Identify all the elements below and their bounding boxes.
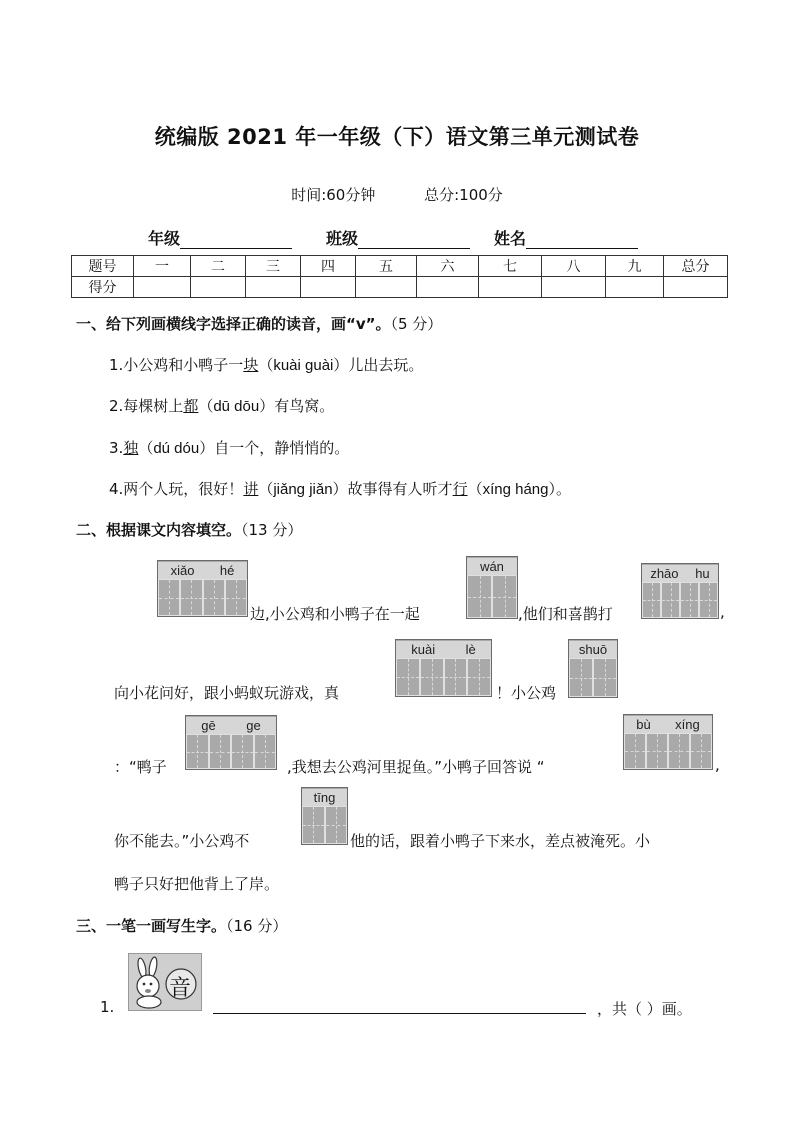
fill-text: 他的话，跟着小鸭子下来水，差点被淹死。小 <box>350 832 651 850</box>
exam-total: 总分:100分 <box>424 186 503 204</box>
fill-text: , <box>720 603 725 621</box>
question-1-1 <box>109 354 423 375</box>
pinyin-label: tīng <box>313 790 336 805</box>
section-1-points: （5 分） <box>390 315 443 333</box>
question-text: 4.两个人玩，很好！ <box>109 480 244 498</box>
stroke-count-text: ，共（ ）画。 <box>597 1000 692 1018</box>
section-3-points: （16 分） <box>226 917 288 935</box>
fill-text: 边,小公鸡和小鸭子在一起 <box>250 605 420 623</box>
pinyin-choice[interactable]: （kuài guài） <box>258 357 349 374</box>
score-cell[interactable] <box>417 277 479 298</box>
writing-grid-wan[interactable] <box>466 556 518 619</box>
fill-text: 向小花问好，跟小蚂蚁玩游戏，真 <box>114 684 340 702</box>
table-row-label: 得分 <box>72 277 134 298</box>
score-cell[interactable] <box>479 277 542 298</box>
pinyin-label: xiǎo <box>170 563 195 578</box>
score-cell[interactable] <box>664 277 728 298</box>
question-3-1-number: 1. <box>100 998 115 1016</box>
fill-text: ！小公鸡 <box>496 684 557 702</box>
table-col-header: 七 <box>479 256 542 277</box>
pinyin-label: zhāo <box>650 566 679 581</box>
writing-grid-shuo[interactable] <box>568 639 618 698</box>
table-col-header: 一 <box>134 256 191 277</box>
question-text: 自一个，静悄悄的。 <box>214 439 350 457</box>
question-1-4 <box>109 478 571 499</box>
question-text: 故事得有人听才 <box>347 480 453 498</box>
exam-time: 时间:60分钟 <box>291 186 376 204</box>
question-text: 3. <box>109 439 124 457</box>
pinyin-label: bù <box>636 717 651 732</box>
table-col-header: 五 <box>356 256 417 277</box>
score-cell[interactable] <box>134 277 191 298</box>
writing-grid-buxing[interactable] <box>623 714 713 770</box>
grade-field <box>148 226 292 249</box>
pinyin-label: gē <box>201 718 216 733</box>
pinyin-label: kuài <box>411 642 436 657</box>
writing-grid-ting[interactable] <box>301 787 348 845</box>
name-field <box>494 226 638 249</box>
writing-grid-gege[interactable] <box>185 715 277 770</box>
score-cell[interactable] <box>606 277 664 298</box>
class-label: 班级 <box>326 229 359 248</box>
score-cell[interactable] <box>301 277 356 298</box>
pinyin-label: lè <box>465 642 476 657</box>
fill-text: 鸭子只好把他背上了岸。 <box>114 875 280 893</box>
grade-label: 年级 <box>148 229 181 248</box>
table-col-header: 九 <box>606 256 664 277</box>
section-2-points: （13 分） <box>241 521 303 539</box>
pinyin-label: shuō <box>578 642 608 657</box>
question-text: 2.每棵树上 <box>109 397 184 415</box>
score-cell[interactable] <box>542 277 606 298</box>
score-table <box>71 255 728 298</box>
fill-text: ：“鸭子 <box>114 758 167 776</box>
name-label: 姓名 <box>494 229 527 248</box>
fill-text: 你不能去。”小公鸡不 <box>114 832 250 850</box>
section-3-title: 三、一笔一画写生字。 <box>76 917 227 935</box>
writing-grid-kuaile[interactable] <box>395 639 492 697</box>
table-col-header: 总分 <box>664 256 728 277</box>
section-2-title: 二、根据课文内容填空。 <box>76 521 242 539</box>
score-cell[interactable] <box>191 277 246 298</box>
section-3-heading <box>76 915 287 936</box>
question-1-2 <box>109 395 334 416</box>
pinyin-choice[interactable]: （jiǎng jiǎn） <box>258 481 348 498</box>
score-table-header-row <box>72 256 728 277</box>
underlined-char: 独 <box>123 439 139 457</box>
pinyin-label: wán <box>480 559 504 574</box>
question-1-3 <box>109 437 349 458</box>
underlined-char: 块 <box>243 356 259 374</box>
rabbit-char-picture <box>128 953 202 1011</box>
table-col-header: 六 <box>417 256 479 277</box>
fill-text: , <box>715 756 720 774</box>
table-col-header: 八 <box>542 256 606 277</box>
question-text: 1.小公鸡和小鸭子一 <box>109 356 244 374</box>
writing-grid-xiaohe[interactable] <box>157 560 248 617</box>
fill-text: ,他们和喜鹊打 <box>518 605 613 623</box>
underlined-char: 讲 <box>243 480 259 498</box>
stroke-order-answer-line[interactable] <box>213 1013 586 1014</box>
section-1-title: 一、给下列画横线字选择正确的读音，画“v”。 <box>76 315 391 333</box>
class-blank[interactable] <box>358 230 470 249</box>
name-blank[interactable] <box>526 230 638 249</box>
pinyin-label: hu <box>695 566 710 581</box>
writing-grid-zhaohu[interactable] <box>641 563 719 619</box>
pinyin-choice[interactable]: （dū dōu） <box>198 398 275 415</box>
table-row-label: 题号 <box>72 256 134 277</box>
table-col-header: 四 <box>301 256 356 277</box>
section-1-heading <box>76 313 442 334</box>
pinyin-choice[interactable]: （xíng háng）。 <box>467 481 571 498</box>
table-col-header: 三 <box>246 256 301 277</box>
score-cell[interactable] <box>246 277 301 298</box>
class-field <box>326 226 470 249</box>
score-cell[interactable] <box>356 277 417 298</box>
table-col-header: 二 <box>191 256 246 277</box>
question-text: 有鸟窝。 <box>274 397 335 415</box>
pinyin-label: hé <box>219 563 235 578</box>
pinyin-choice[interactable]: （dú dóu） <box>138 440 215 457</box>
page-title: 统编版 2021 年一年级（下）语文第三单元测试卷 <box>154 125 640 149</box>
pinyin-label: ge <box>246 718 261 733</box>
grade-blank[interactable] <box>180 230 292 249</box>
underlined-char: 行 <box>452 480 468 498</box>
section-2-heading <box>76 519 302 540</box>
picture-char: 音 <box>169 976 192 1001</box>
exam-meta <box>0 184 794 205</box>
question-text: 儿出去玩。 <box>348 356 424 374</box>
score-table-score-row <box>72 277 728 298</box>
underlined-char: 都 <box>183 397 199 415</box>
fill-text: ,我想去公鸡河里捉鱼。”小鸭子回答说 “ <box>287 758 545 776</box>
pinyin-label: xíng <box>675 717 700 732</box>
